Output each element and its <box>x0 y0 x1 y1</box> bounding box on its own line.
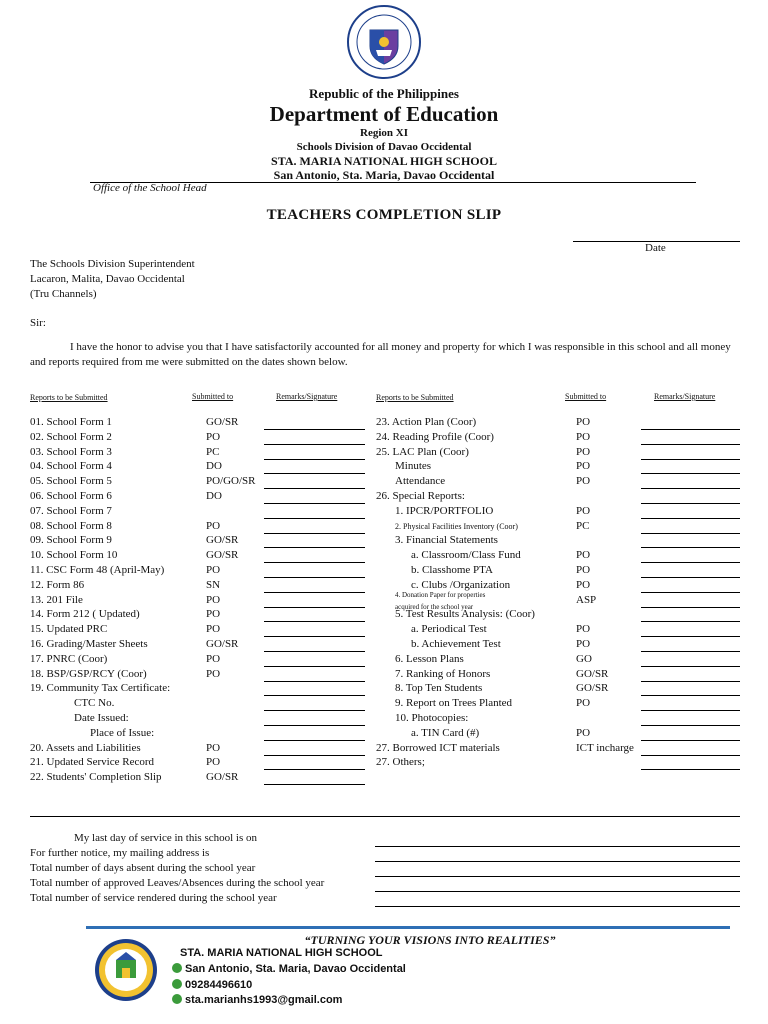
left-report-label: 12. Form 86 <box>30 578 85 591</box>
right-report-label: 3. Financial Statements <box>395 534 498 547</box>
right-col-header-reports: Reports to be Submitted <box>376 393 454 402</box>
left-remarks-signature-field[interactable] <box>264 459 365 460</box>
school-name: STA. MARIA NATIONAL HIGH SCHOOL <box>271 154 497 168</box>
left-submitted-to: PC <box>206 445 220 458</box>
last-day-field[interactable] <box>375 846 740 847</box>
right-remarks-signature-field[interactable] <box>641 740 740 741</box>
salutation: Sir: <box>30 317 46 329</box>
right-report-label: a. Classroom/Class Fund <box>411 549 521 562</box>
left-submitted-to: SN <box>206 578 221 591</box>
left-report-label: 20. Assets and Liabilities <box>30 741 141 754</box>
left-report-label: CTC No. <box>74 697 115 710</box>
right-report-label: 1. IPCR/PORTFOLIO <box>395 504 494 517</box>
right-submitted-to: PO <box>576 475 591 488</box>
email-icon <box>172 994 182 1004</box>
right-remarks-signature-field[interactable] <box>641 710 740 711</box>
right-submitted-to: PO <box>576 460 591 473</box>
right-submitted-to: PO <box>576 697 591 710</box>
footer-address: San Antonio, Sta. Maria, Davao Occidental <box>185 963 406 975</box>
footer-phone: 09284496610 <box>185 979 253 991</box>
left-remarks-signature-field[interactable] <box>264 547 365 548</box>
mailing-address-label: For further notice, my mailing address is <box>30 847 210 859</box>
right-submitted-to: PO <box>576 578 591 591</box>
left-report-label: Date Issued: <box>74 712 129 724</box>
phone-icon <box>172 979 182 989</box>
left-submitted-to: GO/SR <box>206 416 239 428</box>
body-paragraph: I have the honor to advise you that I have satisfactorily accounted for all money and property for which I was responsible in this school and all money and reports required from me were submitted on the dates shown below. <box>30 341 731 368</box>
location-icon <box>172 963 182 973</box>
left-remarks-signature-field[interactable] <box>264 725 365 726</box>
days-absent-field[interactable] <box>375 876 740 877</box>
school-address: San Antonio, Sta. Maria, Davao Occidental <box>273 168 495 182</box>
right-report-label: c. Clubs /Organization <box>411 578 511 591</box>
right-submitted-to: PO <box>576 445 591 458</box>
left-report-label: 09. School Form 9 <box>30 534 112 547</box>
service-rendered-field[interactable] <box>375 906 740 907</box>
left-submitted-to: GO/SR <box>206 534 239 547</box>
left-remarks-signature-field[interactable] <box>264 636 365 637</box>
right-report-label: 5. Test Results Analysis: (Coor) <box>395 608 535 621</box>
footer-accent-bar <box>86 926 730 929</box>
right-submitted-to: GO/SR <box>576 682 609 695</box>
right-remarks-signature-field[interactable] <box>641 444 740 445</box>
left-report-label: 05. School Form 5 <box>30 475 112 488</box>
left-submitted-to: PO <box>206 564 221 576</box>
right-remarks-signature-field[interactable] <box>641 695 740 696</box>
approved-leaves-label: Total number of approved Leaves/Absences during the school year <box>30 877 325 889</box>
left-submitted-to: PO <box>206 756 221 769</box>
right-report-label: 10. Photocopies: <box>395 712 469 724</box>
last-day-label: My last day of service in this school is on <box>74 832 258 844</box>
deped-seal-logo <box>346 4 422 80</box>
right-submitted-to: ASP <box>576 593 597 606</box>
left-remarks-signature-field[interactable] <box>264 488 365 489</box>
right-remarks-signature-field[interactable] <box>641 562 740 563</box>
school-seal-logo <box>94 938 158 1002</box>
right-remarks-signature-field[interactable] <box>641 518 740 519</box>
right-report-label: 27. Others; <box>376 756 425 769</box>
right-remarks-signature-field[interactable] <box>641 459 740 460</box>
right-report-label: a. Periodical Test <box>411 623 487 636</box>
right-remarks-signature-field[interactable] <box>641 473 740 474</box>
right-remarks-signature-field[interactable] <box>641 607 740 608</box>
left-report-label: 04. School Form 4 <box>30 460 112 473</box>
footer-school-name: STA. MARIA NATIONAL HIGH SCHOOL <box>180 947 383 959</box>
right-report-label: 23. Action Plan (Coor) <box>376 416 477 428</box>
left-col-header-remarks: Remarks/Signature <box>276 392 338 401</box>
right-report-label: 7. Ranking of Honors <box>395 667 491 680</box>
division-text: Schools Division of Davao Occidental <box>296 141 472 153</box>
left-report-label: 18. BSP/GSP/RCY (Coor) <box>30 667 147 680</box>
left-report-label: 19. Community Tax Certificate: <box>30 682 171 695</box>
right-report-label: 8. Top Ten Students <box>395 682 483 695</box>
left-remarks-signature-field[interactable] <box>264 473 365 474</box>
right-report-label-line2: acquired for the school year <box>395 602 474 611</box>
left-submitted-to: PO <box>206 430 221 443</box>
footer-motto: “TURNING YOUR VISIONS INTO REALITIES” <box>304 933 556 947</box>
left-remarks-signature-field[interactable] <box>264 681 365 682</box>
left-report-label: 11. CSC Form 48 (April-May) <box>30 564 165 576</box>
addressee-line-3: (Tru Channels) <box>30 288 97 300</box>
left-remarks-signature-field[interactable] <box>264 518 365 519</box>
mailing-address-field[interactable] <box>375 861 740 862</box>
right-report-label: 24. Reading Profile (Coor) <box>376 430 494 443</box>
right-submitted-to: PC <box>576 519 590 532</box>
right-submitted-to: PO <box>576 430 591 443</box>
left-report-label: 16. Grading/Master Sheets <box>30 638 148 650</box>
left-remarks-signature-field[interactable] <box>264 562 365 563</box>
left-report-label: 06. School Form 6 <box>30 490 112 502</box>
service-rendered-label: Total number of service rendered during the school year <box>30 892 277 904</box>
right-report-label: b. Achievement Test <box>411 638 501 650</box>
addressee-line-2: Lacaron, Malita, Davao Occidental <box>30 273 185 285</box>
right-submitted-to: GO <box>576 652 592 665</box>
left-remarks-signature-field[interactable] <box>264 621 365 622</box>
right-submitted-to: PO <box>576 726 591 739</box>
right-report-label-line1: 4. Donation Paper for properties <box>395 590 486 599</box>
footer-phone-row <box>172 979 252 991</box>
right-submitted-to: PO <box>576 564 591 576</box>
right-remarks-signature-field[interactable] <box>641 621 740 622</box>
right-submitted-to: PO <box>576 638 591 650</box>
left-report-label: 14. Form 212 ( Updated) <box>30 608 140 621</box>
right-report-label: 26. Special Reports: <box>376 490 465 502</box>
left-remarks-signature-field[interactable] <box>264 755 365 756</box>
left-report-label: 17. PNRC (Coor) <box>30 652 108 665</box>
left-remarks-signature-field[interactable] <box>264 503 365 504</box>
right-remarks-signature-field[interactable] <box>641 651 740 652</box>
right-submitted-to: PO <box>576 623 591 636</box>
footer-email: sta.marianhs1993@gmail.com <box>185 994 343 1006</box>
right-remarks-signature-field[interactable] <box>641 577 740 578</box>
left-submitted-to: DO <box>206 460 222 473</box>
right-report-label: b. Classhome PTA <box>411 564 493 576</box>
left-report-label: 02. School Form 2 <box>30 430 112 443</box>
left-remarks-signature-field[interactable] <box>264 592 365 593</box>
right-report-label: 6. Lesson Plans <box>395 652 464 665</box>
right-remarks-signature-field[interactable] <box>641 547 740 548</box>
left-submitted-to: DO <box>206 490 222 502</box>
right-col-header-remarks: Remarks/Signature <box>654 392 716 401</box>
right-remarks-signature-field[interactable] <box>641 592 740 593</box>
form-title: TEACHERS COMPLETION SLIP <box>266 207 502 223</box>
left-report-label: Place of Issue: <box>90 726 155 739</box>
right-submitted-to: ICT incharge <box>576 741 634 754</box>
left-remarks-signature-field[interactable] <box>264 577 365 578</box>
left-report-label: 07. School Form 7 <box>30 504 112 517</box>
left-report-label: 10. School Form 10 <box>30 549 118 562</box>
left-submitted-to: PO <box>206 519 221 532</box>
left-report-label: 08. School Form 8 <box>30 519 112 532</box>
left-report-label: 03. School Form 3 <box>30 445 112 458</box>
right-remarks-signature-field[interactable] <box>641 488 740 489</box>
left-report-label: 01. School Form 1 <box>30 416 112 428</box>
right-remarks-signature-field[interactable] <box>641 533 740 534</box>
section-divider <box>30 816 740 817</box>
right-submitted-to: GO/SR <box>576 667 609 680</box>
left-col-header-submitted: Submitted to <box>192 392 234 401</box>
right-report-label: 27. Borrowed ICT materials <box>376 741 500 754</box>
left-submitted-to: PO <box>206 667 221 680</box>
right-report-label: 25. LAC Plan (Coor) <box>376 445 469 458</box>
right-remarks-signature-field[interactable] <box>641 503 740 504</box>
right-submitted-to: PO <box>576 504 591 517</box>
footer-address-row <box>172 963 406 975</box>
left-remarks-signature-field[interactable] <box>264 710 365 711</box>
right-report-label: Minutes <box>395 460 432 473</box>
right-col-header-submitted: Submitted to <box>565 392 607 401</box>
addressee-line-1: The Schools Division Superintendent <box>30 258 195 270</box>
right-remarks-signature-field[interactable] <box>641 666 740 667</box>
approved-leaves-field[interactable] <box>375 891 740 892</box>
right-remarks-signature-field[interactable] <box>641 769 740 770</box>
left-remarks-signature-field[interactable] <box>264 533 365 534</box>
left-remarks-signature-field[interactable] <box>264 666 365 667</box>
republic-text: Republic of the Philippines <box>309 86 459 101</box>
left-submitted-to: PO <box>206 652 221 665</box>
left-remarks-signature-field[interactable] <box>264 444 365 445</box>
left-remarks-signature-field[interactable] <box>264 769 365 770</box>
right-report-label: a. TIN Card (#) <box>411 726 480 739</box>
right-remarks-signature-field[interactable] <box>641 755 740 756</box>
right-report-label: Attendance <box>395 475 446 488</box>
left-submitted-to: PO <box>206 741 221 754</box>
date-label: Date <box>645 242 666 254</box>
left-remarks-signature-field[interactable] <box>264 695 365 696</box>
right-submitted-to: PO <box>576 549 591 562</box>
right-remarks-signature-field[interactable] <box>641 725 740 726</box>
left-report-label: 15. Updated PRC <box>30 623 108 636</box>
right-remarks-signature-field[interactable] <box>641 681 740 682</box>
left-submitted-to: GO/SR <box>206 638 239 650</box>
left-submitted-to: PO <box>206 623 221 636</box>
right-submitted-to: PO <box>576 416 591 428</box>
left-submitted-to: PO <box>206 608 221 621</box>
left-remarks-signature-field[interactable] <box>264 651 365 652</box>
left-remarks-signature-field[interactable] <box>264 429 365 430</box>
left-submitted-to: PO <box>206 593 221 606</box>
footer-email-row <box>172 994 342 1006</box>
region-text: Region XI <box>360 127 408 139</box>
department-title: Department of Education <box>269 102 499 126</box>
days-absent-label: Total number of days absent during the school year <box>30 862 256 874</box>
office-label: Office of the School Head <box>93 182 207 194</box>
left-report-label: 22. Students' Completion Slip <box>30 771 162 784</box>
left-remarks-signature-field[interactable] <box>264 607 365 608</box>
left-col-header-reports: Reports to be Submitted <box>30 393 108 402</box>
left-submitted-to: GO/SR <box>206 771 239 784</box>
right-remarks-signature-field[interactable] <box>641 429 740 430</box>
left-remarks-signature-field[interactable] <box>264 740 365 741</box>
right-report-label: 9. Report on Trees Planted <box>395 697 513 710</box>
left-remarks-signature-field[interactable] <box>264 784 365 785</box>
left-report-label: 13. 201 File <box>30 593 83 606</box>
right-report-label: 2. Physical Facilities Inventory (Coor) <box>395 521 518 531</box>
left-report-label: 21. Updated Service Record <box>30 756 155 769</box>
left-submitted-to: GO/SR <box>206 549 239 562</box>
left-submitted-to: PO/GO/SR <box>206 475 256 488</box>
right-remarks-signature-field[interactable] <box>641 636 740 637</box>
